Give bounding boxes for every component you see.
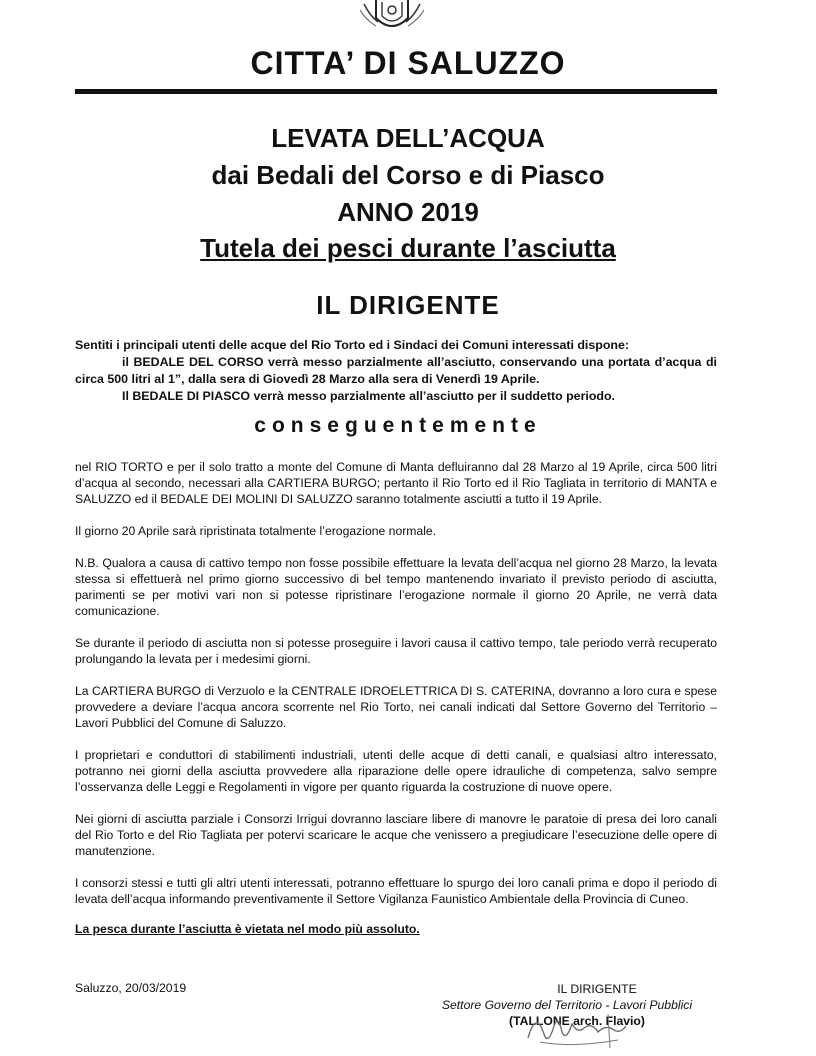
intro-paragraph-2: il BEDALE DEL CORSO verrà messo parzialmente all’asciutto, conservando una portata d’acqua di circa 500 litri al 1”, dalla sera di Giovedì 28 Marzo alla sera di Venerdì 19 Aprile. <box>75 355 717 386</box>
place-date: Saluzzo, 20/03/2019 <box>75 981 187 995</box>
handwritten-signature-icon <box>522 1004 632 1052</box>
sign-department: Settore Governo del Territorio - Lavori Pubblici <box>441 998 693 1012</box>
title-line-1: LEVATA DELL’ACQUA <box>271 123 545 153</box>
body-section <box>75 459 717 953</box>
conseguentemente-heading: conseguentemente <box>254 414 542 437</box>
body-paragraph-6: I proprietari e conduttori di stabilimenti industriali, utenti delle acque di detti canali, e qualsiasi altro interessato, potranno nei giorni della asciutta provvedere alla riparazione delle opere idrauliche di competenza, salvo sempre l’osservanza delle Leggi e Regolamenti in vigore per quanto riguarda la costruzione di nuove opere. <box>75 748 717 794</box>
sign-name: (TALLONE arch. Flavio) <box>509 1014 645 1028</box>
body-paragraph-8: I consorzi stessi e tutti gli altri utenti interessati, potranno effettuare lo spurgo dei loro canali prima e dopo il periodo di levata dell’acqua informando preventivamente il Settore Vigilanza Faunistico Ambientale della Provincia di Cuneo. <box>75 876 717 906</box>
title-line-2 <box>0 160 816 190</box>
body-paragraph-3: N.B. Qualora a causa di cattivo tempo non fosse possibile effettuare la levata dell’acqua nel giorno 28 Marzo, la levata stessa si effettuerà nel primo giorno successivo di bel tempo mantenendo invariato il previsto periodo di asciutta, parimenti se per motivi vari non si potesse ripristinare l’erogazione normale il giorno 20 Aprile, ne verrà data comunicazione. <box>75 556 717 618</box>
intro-section <box>75 337 717 405</box>
header-rule <box>75 89 717 94</box>
title-year: ANNO 2019 <box>337 197 479 227</box>
body-paragraph-1: nel RIO TORTO e per il solo tratto a monte del Comune di Manta defluiranno dal 28 Marzo al 19 Aprile, circa 500 litri d’acqua al secondo, necessari alla CARTIERA BURGO; pertanto il Rio Torto ed il Rio Tagliata in territorio di MANTA e SALUZZO ed il BEDALE DEI MOLINI DI SALUZZO saranno totalmente asciutti a tutto il 19 Aprile. <box>75 460 717 506</box>
city-crest-icon <box>356 0 428 30</box>
body-paragraph-7: Nei giorni di asciutta parziale i Consorzi Irrigui dovranno lasciare libere di manovre le paratoie di presa dei loro canali del Rio Torto e del Rio Tagliata per potervi scaricare le acque che venissero a pregiudicare l’esecuzione delle opere di manutenzione. <box>75 812 717 858</box>
body-paragraph-4: Se durante il periodo di asciutta non si potesse proseguire i lavori causa il cattivo tempo, tale periodo verrà recuperato prolungando la levata per i medesimi giorni. <box>75 636 717 666</box>
intro-paragraph-1: Sentiti i principali utenti delle acque del Rio Torto ed i Sindaci dei Comuni interessati dispone: <box>75 338 629 352</box>
city-title: CITTA’ DI SALUZZO <box>250 45 566 81</box>
fishing-ban-notice: La pesca durante l’asciutta è vietata nel modo più assoluto. <box>75 922 420 936</box>
dirigente-heading: IL DIRIGENTE <box>316 290 500 320</box>
title-line-2-text: dai Bedali del Corso e di Piasco <box>211 160 605 190</box>
body-paragraph-2: Il giorno 20 Aprile sarà ripristinata totalmente l’erogazione normale. <box>75 524 437 538</box>
intro-paragraph-3: Il BEDALE DI PIASCO verrà messo parzialmente all’asciutto per il suddetto periodo. <box>122 389 615 403</box>
sign-role: IL DIRIGENTE <box>557 982 637 996</box>
title-subtitle: Tutela dei pesci durante l’asciutta <box>200 233 616 263</box>
body-paragraph-5: La CARTIERA BURGO di Verzuolo e la CENTRALE IDROELETTRICA DI S. CATERINA, dovranno a loro cura e spese provvedere a deviare l’acqua ancora scorrente nel Rio Torto, nei canali indicati dal Settore Governo del Territorio – Lavori Pubblici del Comune di Saluzzo. <box>75 684 717 730</box>
